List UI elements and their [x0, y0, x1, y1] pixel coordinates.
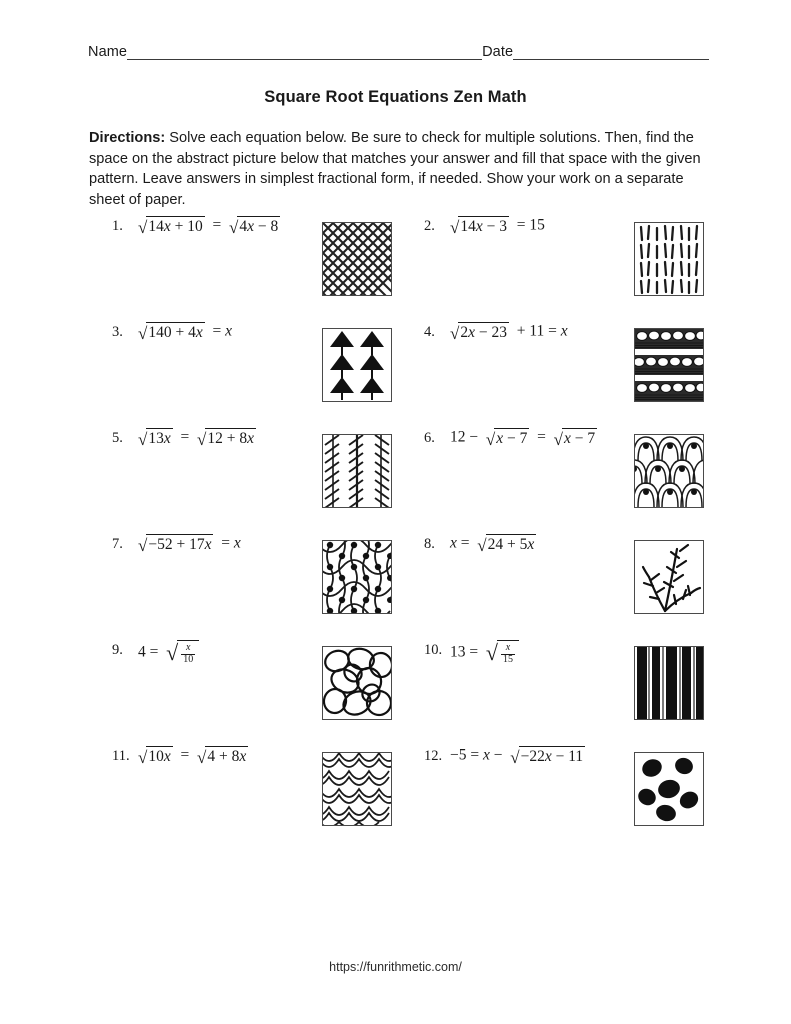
solid-black-pebbles-pattern	[635, 753, 703, 825]
problem-equation: x = √24 + 5x	[450, 534, 535, 555]
problem-equation: √10x = √4 + 8x	[138, 746, 247, 767]
pattern-swatch-11[interactable]	[322, 752, 392, 826]
name-input-rule[interactable]	[127, 46, 482, 60]
problem-number: 2.	[424, 218, 435, 234]
problem-equation: √14x + 10 = √4x − 8	[138, 216, 279, 237]
name-label: Name	[88, 44, 128, 60]
problem-row	[0, 426, 791, 532]
problem-number: 1.	[112, 218, 123, 234]
problem-number: 6.	[424, 430, 435, 446]
problem-row	[0, 214, 791, 320]
problem-number: 5.	[112, 430, 123, 446]
problem-equation: √2x − 23 + 11 = x	[450, 322, 568, 343]
pattern-swatch-12[interactable]	[634, 752, 704, 826]
problem-row	[0, 638, 791, 744]
problem-row	[0, 744, 791, 850]
knotted-net-mesh-pattern	[323, 541, 391, 613]
problem-equation: −5 = x − √−22x − 11	[450, 746, 584, 767]
name-date-line	[88, 44, 703, 60]
overlapping-scribbled-circles-pattern	[323, 647, 391, 719]
problem-equation: 13 = √ $\frac{x}{15}$	[450, 638, 519, 666]
problem-number: 12.	[424, 748, 443, 764]
pattern-swatch-2[interactable]	[634, 222, 704, 296]
problem-number: 4.	[424, 324, 435, 340]
vertical-tally-dashes-pattern	[635, 223, 703, 295]
problem-equation: 4 = √ $\frac{x}{10}$	[138, 638, 199, 666]
pattern-swatch-5[interactable]	[322, 434, 392, 508]
problem-number: 3.	[112, 324, 123, 340]
problem-number: 8.	[424, 536, 435, 552]
hanging-scallop-drapes-pattern	[323, 753, 391, 825]
diagonal-lattice-pattern	[323, 223, 391, 295]
problem-equation: √140 + 4x = x	[138, 322, 232, 343]
problem-equation: √−52 + 17x = x	[138, 534, 241, 555]
pattern-swatch-4[interactable]	[634, 328, 704, 402]
pattern-swatch-3[interactable]	[322, 328, 392, 402]
problem-grid	[0, 214, 791, 850]
pattern-swatch-1[interactable]	[322, 222, 392, 296]
problem-number: 11.	[112, 748, 130, 764]
problem-equation: √14x − 3 = 15	[450, 216, 545, 237]
black-triangle-trees-pattern	[323, 329, 391, 401]
directions-label: Directions:	[89, 130, 166, 146]
pattern-swatch-9[interactable]	[322, 646, 392, 720]
herringbone-chevron-pattern	[323, 435, 391, 507]
dark-bands-with-white-pebbles-pattern	[635, 329, 703, 401]
pattern-swatch-6[interactable]	[634, 434, 704, 508]
pattern-swatch-7[interactable]	[322, 540, 392, 614]
problem-row	[0, 320, 791, 426]
footer-url[interactable]: https://funrithmetic.com/	[329, 960, 462, 974]
thick-vertical-black-bars-pattern	[635, 647, 703, 719]
directions-paragraph	[89, 128, 703, 211]
date-input-rule[interactable]	[513, 46, 709, 60]
page-title: Square Root Equations Zen Math	[264, 88, 527, 106]
date-label: Date	[482, 44, 514, 60]
problem-row	[0, 532, 791, 638]
problem-number: 10.	[424, 642, 443, 658]
directions-body: Solve each equation below. Be sure to check for multiple solutions. Then, find the space on the abstract picture below that matches your answer and fill that space with the given pattern. Leave answers in simplest fractional form, if needed. Show your work on a separate sheet of paper.	[89, 130, 701, 209]
peacock-scales-with-dots-pattern	[635, 435, 703, 507]
problem-number: 9.	[112, 642, 123, 658]
problem-equation: √13x = √12 + 8x	[138, 428, 254, 449]
pattern-swatch-8[interactable]	[634, 540, 704, 614]
problem-number: 7.	[112, 536, 123, 552]
problem-equation: 12 − √x − 7 = √x − 7	[450, 428, 596, 449]
branching-fern-twigs-pattern	[635, 541, 703, 613]
pattern-swatch-10[interactable]	[634, 646, 704, 720]
